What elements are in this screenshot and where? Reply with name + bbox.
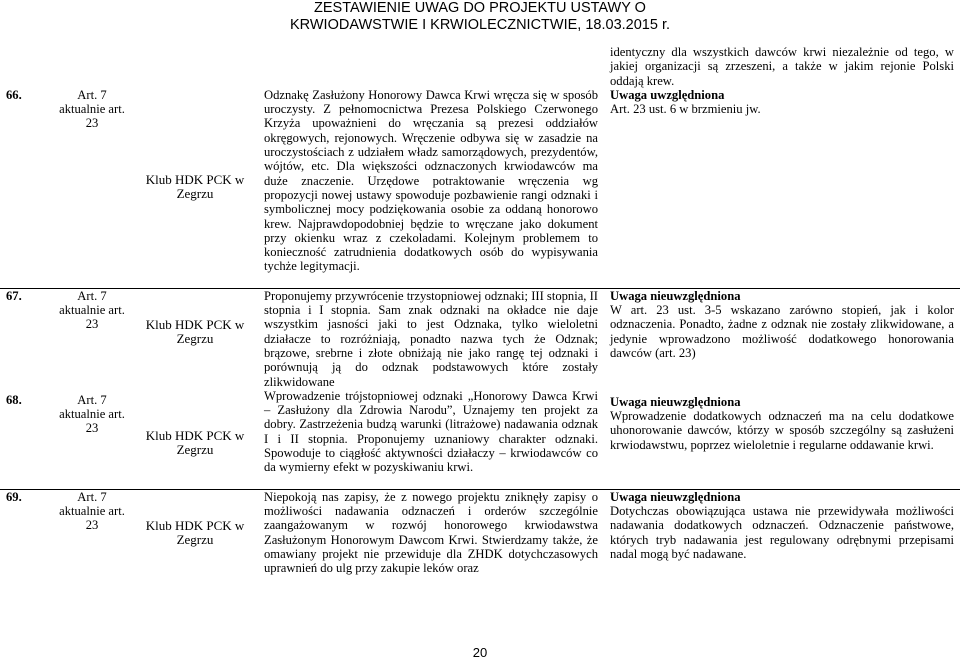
institution-cell	[132, 489, 258, 575]
article-label: Art. 7	[77, 392, 107, 407]
institution-name: Klub HDK PCK w Zegrzu	[145, 316, 245, 347]
document-header	[0, 0, 960, 34]
article-current: aktualnie art. 23	[59, 407, 125, 436]
row-number: 69.	[0, 489, 52, 575]
response-text: W art. 23 ust. 3-5 wskazano zarówno stopień, jak i kolor odznaczenia. Ponadto, żadne z odznak nie zostały zlikwidowane, a jedynie wprowadzono możliwość dodatkowego honorowania dawców (art. 23)	[610, 303, 954, 360]
table-row	[0, 288, 960, 389]
article-label: Art. 7	[77, 288, 107, 303]
response-cell	[604, 288, 960, 389]
article-label: Art. 7	[77, 87, 107, 102]
institution-cell	[132, 88, 258, 274]
header-line-1: ZESTAWIENIE UWAG DO PROJEKTU USTAWY O	[314, 0, 646, 16]
article-cell	[52, 489, 132, 575]
page-number: 20	[472, 645, 488, 660]
article-current: aktualnie art. 23	[59, 503, 125, 533]
comment-cell: Niepokoją nas zapisy, że z nowego projektu zniknęły zapisy o możliwości nadawania odznaczeń i orderów szczególnie zaangażowanym w rozwój honorowego krwiodawstwa Zasłużonym Honorowym Dawcom Krwi. Stwierdzamy także, że omawiany projekt nie przewiduje dla ZHDK dotychczasowych uprawnień do ulg przy zakupie leków oraz	[258, 489, 604, 575]
comment-cell: Proponujemy przywrócenie trzystopniowej odznaki; III stopnia, II stopnia i I stopnia. Sam znak odznaki na okładce nie daje wszystkim jasności jaki to jest Odznaka, tylko wieloletni działacze to rozróżniają, ponadto nazwa tych że Odznak; brązowe, srebrne i złote obniżają nie jako rangę tej odznaki i porównują ją do odznak podstawowych które zostały zlikwidowane	[258, 288, 604, 389]
table-row	[0, 389, 960, 475]
article-cell	[52, 88, 132, 274]
response-cell	[604, 489, 960, 575]
article-cell	[52, 389, 132, 475]
institution-name: Klub HDK PCK w Zegrzu	[145, 517, 245, 547]
header-line-2: KRWIODAWSTWIE I KRWIOLECZNICTWIE, 18.03.2015 r.	[289, 17, 671, 33]
response-status: Uwaga nieuwzględniona	[610, 288, 741, 303]
table-row	[0, 88, 960, 274]
article-current: aktualnie art. 23	[59, 102, 125, 131]
comments-table	[0, 40, 960, 575]
row-number: 68.	[6, 392, 22, 407]
institution-cell	[132, 288, 258, 389]
comment-cell: Wprowadzenie trójstopniowej odznaki „Honorowy Dawca Krwi – Zasłużony dla Zdrowia Narodu”, Uznajemy ten projekt za dobry. Zastrzeżenia budzą warunki (litrażowe) nadawania odznak I i II stopnia. Proponujemy uznaniowy charakter odznaki. Spowoduje to ciągłość aktywności działaczy – krwiodawców co da wymierny efekt w pozyskiwaniu krwi.	[264, 388, 598, 475]
response-cell	[604, 389, 960, 475]
row-number: 66.	[6, 87, 22, 102]
article-current: aktualnie art. 23	[59, 303, 125, 332]
article-cell	[52, 288, 132, 389]
table-row	[0, 489, 960, 575]
table-row-continuation	[0, 40, 960, 88]
response-cell	[604, 88, 960, 274]
response-cell: identyczny dla wszystkich dawców krwi niezależnie od tego, w jakiej organizacji są zrzeszeni, a także w jakim rejonie Polski oddają krew.	[610, 45, 954, 88]
response-status: Uwaga nieuwzględniona	[610, 489, 741, 504]
response-status: Uwaga nieuwzględniona	[610, 394, 741, 409]
institution-name: Klub HDK PCK w Zegrzu	[145, 427, 245, 458]
article-label: Art. 7	[77, 489, 107, 504]
response-text: Art. 23 ust. 6 w brzmieniu jw.	[610, 102, 761, 117]
response-text: Dotychczas obowiązująca ustawa nie przewidywała możliwości nadawania dodatkowych odznaczeń. Odznaczenie państwowe, których tryb nadawania jest regulowany odrębnymi przepisami nadal mogą być nadawane.	[610, 503, 954, 561]
response-status: Uwaga uwzględniona	[610, 87, 725, 102]
institution-cell	[132, 389, 258, 475]
institution-name: Klub HDK PCK w Zegrzu	[145, 171, 245, 202]
row-number: 67.	[0, 288, 52, 389]
comment-cell: Odznakę Zasłużony Honorowy Dawca Krwi wręcza się w sposób uroczysty. Z pełnomocnictwa Prezesa Polskiego Czerwonego Krzyża upoważnieni do wręczania są prezesi oddziałów okręgowych, rejonowych. Wręczenie odbywa się w zasadzie na uroczystościach z udziałem władz samorządowych, prezydentów, wójtów, etc. Dla większości odznaczonych krwiodawców ma duże znaczenie. Urzędowe potraktowanie wręczenia wg propozycji nowej ustawy spowoduje pozbawienie rangi odznaki i symbolicznej mocy podziękowania osobie za oddaną honorowo krew. Najprawdopodobniej będzie to wręczane jako dokument przy okienku wraz z czekoladami. Kolejnym problemem to konieczność zatrudnienia dodatkowych osób do wypisywania tychże legitymacji.	[264, 87, 598, 274]
response-text: Wprowadzenie dodatkowych odznaczeń ma na celu dodatkowe uhonorowanie dawców, którzy w sposób szczególny są zasłużeni krwiodawstwu, poprzez wieloletnie i regularne oddawanie krwi.	[610, 409, 954, 452]
